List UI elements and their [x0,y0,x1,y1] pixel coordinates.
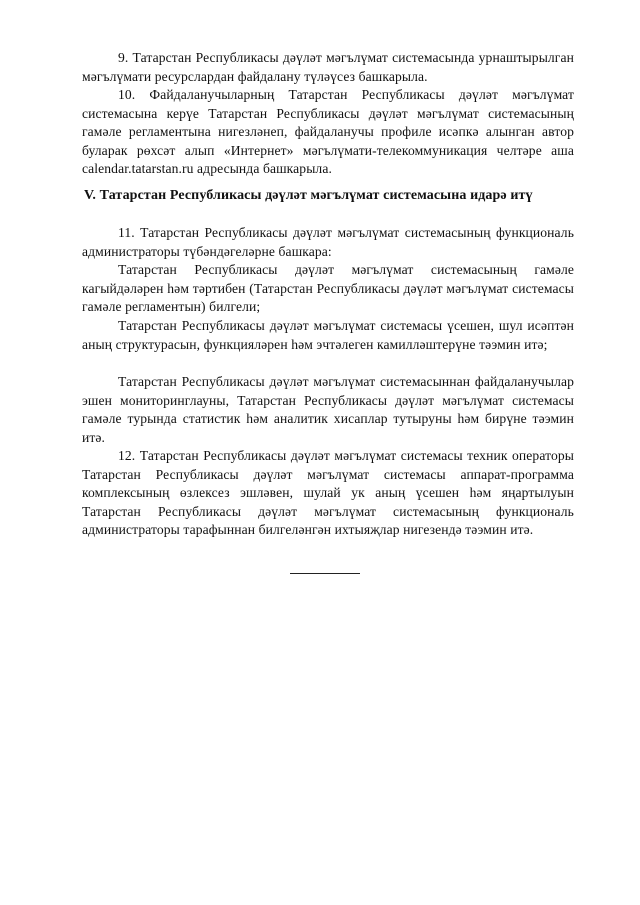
paragraph-9: 9. Татарстан Республикасы дәүләт мәгълүмат системасында урнаштырылган мәгълүмати ресурслардан файдалану түләүсез башкарыла. [82,50,574,84]
paragraph-12: 12. Татарстан Республикасы дәүләт мәгълүмат системасы техник операторы Татарстан Республикасы дәүләт мәгълүмат системасы аппарат-программа комплексының өзлексез эшләвен, шулай ук аның үсешен һәм яңартылуын Татарстан Республикасы дәүләт мәгълүмат системасының функциональ администраторы тарафыннан билгеләнгән ихтыяҗлар нигезендә тәэмин итә. [82,448,574,537]
end-divider-line [290,573,360,574]
list-item-development: Татарстан Республикасы дәүләт мәгълүмат системасы үсешен, шул исәптән аның структурасын, функцияләрен һәм эчтәлеген камилләштерүне тәэмин итә; [82,318,574,352]
list-item-monitoring: Татарстан Республикасы дәүләт мәгълүмат системасыннан файдаланучылар эшен мониторинглауны, Татарстан Республикасы дәүләт мәгълүмат системасы гамәле турында статистик һәм аналитик хисаплар тутыруны һәм бирүне тәэмин итә. [82,374,574,445]
section-heading: V. Татарстан Республикасы дәүләт мәгълүмат системасына идарә итү [84,188,533,203]
list-item-rules: Татарстан Республикасы дәүләт мәгълүмат системасының гамәле кагыйдәләрен һәм тәртибен (Татарстан Республикасы дәүләт мәгълүмат системасы гамәле регламентын) билгели; [82,262,574,314]
paragraph-11: 11. Татарстан Республикасы дәүләт мәгълүмат системасының функциональ администраторы түбәндәгеләрне башкара: [82,225,574,259]
paragraph-10: 10. Файдаланучыларның Татарстан Республикасы дәүләт мәгълүмат системасына керүе Татарстан Республикасы дәүләт мәгълүмат системасының гамәле регламентына нигезләнеп, файдаланучы профиле исәпкә алынган автор буларак рөхсәт алып «Интернет» мәгълүмати-телекоммуникация челтәре аша calendar.tatarstan.ru адресында башкарыла. [82,87,574,176]
